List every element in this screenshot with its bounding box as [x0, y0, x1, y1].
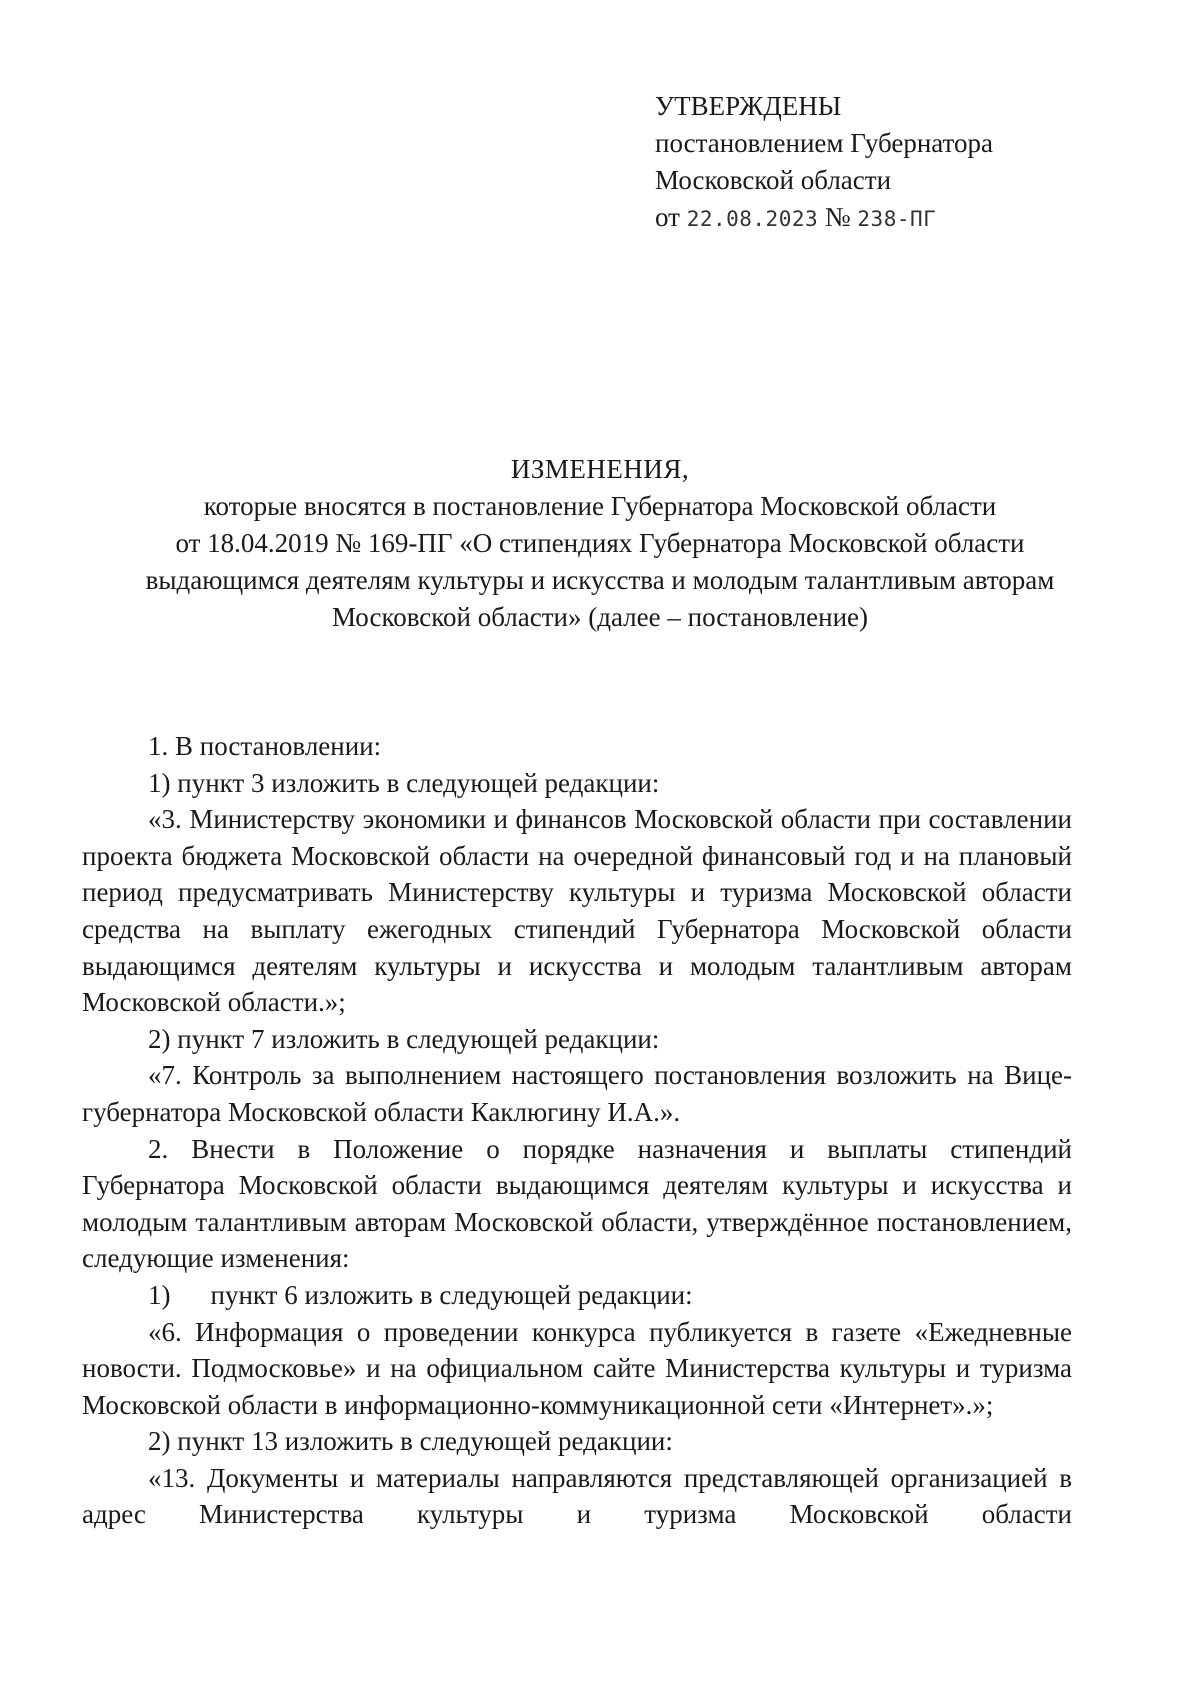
title-line-3: выдающимся деятелям культуры и искусства и молодым талантливым авторам: [145, 565, 1055, 595]
approval-region: Московской области: [655, 165, 892, 195]
paragraph-3: «3. Министерству экономики и финансов Московской области при составлении проекта бюджета Московской области на очередной финансовый год и на плановый период предусматривать Министерству культуры и туризма Московской области средства на выплату ежегодных стипендий Губернатора Московской области выдающимся деятелям культуры и искусства и молодым талантливым авторам Московской области.»;: [82, 804, 1072, 1018]
document-title: [60, 451, 1140, 636]
paragraph-7-number: 1): [148, 1279, 171, 1310]
approval-number-sign: №: [818, 202, 858, 232]
paragraph-8: «6. Информация о проведении конкурса публикуется в газете «Ежедневные новости. Подмосковье» и на официальном сайте Министерства культуры и туризма Московской области в информационно-коммуникационной сети «Интернет».»;: [82, 1316, 1072, 1420]
approval-title: УТВЕРЖДЕНЫ: [655, 91, 842, 121]
approval-date-number: [655, 199, 993, 238]
paragraph-9: 2) пункт 13 изложить в следующей редакции:: [148, 1426, 673, 1457]
title-heading: ИЗМЕНЕНИЯ,: [510, 454, 690, 484]
paragraph-1: 1. В постановлении:: [148, 731, 382, 761]
title-line-1: которые вносятся в постановление Губернатора Московской области: [203, 491, 997, 521]
paragraph-4: 2) пункт 7 изложить в следующей редакции:: [148, 1023, 660, 1054]
approval-number: 238-ПГ: [857, 207, 937, 231]
paragraph-7: [82, 1277, 1072, 1314]
paragraph-10: «13. Документы и материалы направляются представляющей организацией в адрес Министерства культуры и туризма Московской области: [82, 1462, 1072, 1530]
paragraph-6: 2. Внести в Положение о порядке назначения и выплаты стипендий Губернатора Московской области выдающимся деятелям культуры и искусства и молодым талантливым авторам Московской области, утверждённое постановлением, следующие изменения:: [82, 1133, 1072, 1274]
title-line-4: Московской области» (далее – постановление): [331, 602, 869, 632]
approval-date-prefix: от: [655, 202, 687, 232]
approval-date: 22.08.2023: [686, 207, 819, 231]
document-body: [82, 728, 1072, 1533]
approval-block: [655, 88, 993, 238]
paragraph-2: 1) пункт 3 изложить в следующей редакции:: [148, 767, 660, 798]
title-line-2: от 18.04.2019 № 169-ПГ «О стипендиях Губернатора Московской области: [175, 528, 1025, 558]
paragraph-5: «7. Контроль за выполнением настоящего постановления возложить на Вице-губернатора Московской области Каклюгину И.А.».: [82, 1060, 1072, 1127]
approval-issuer: постановлением Губернатора: [655, 128, 993, 158]
paragraph-7-text: пункт 6 изложить в следующей редакции:: [210, 1279, 693, 1310]
